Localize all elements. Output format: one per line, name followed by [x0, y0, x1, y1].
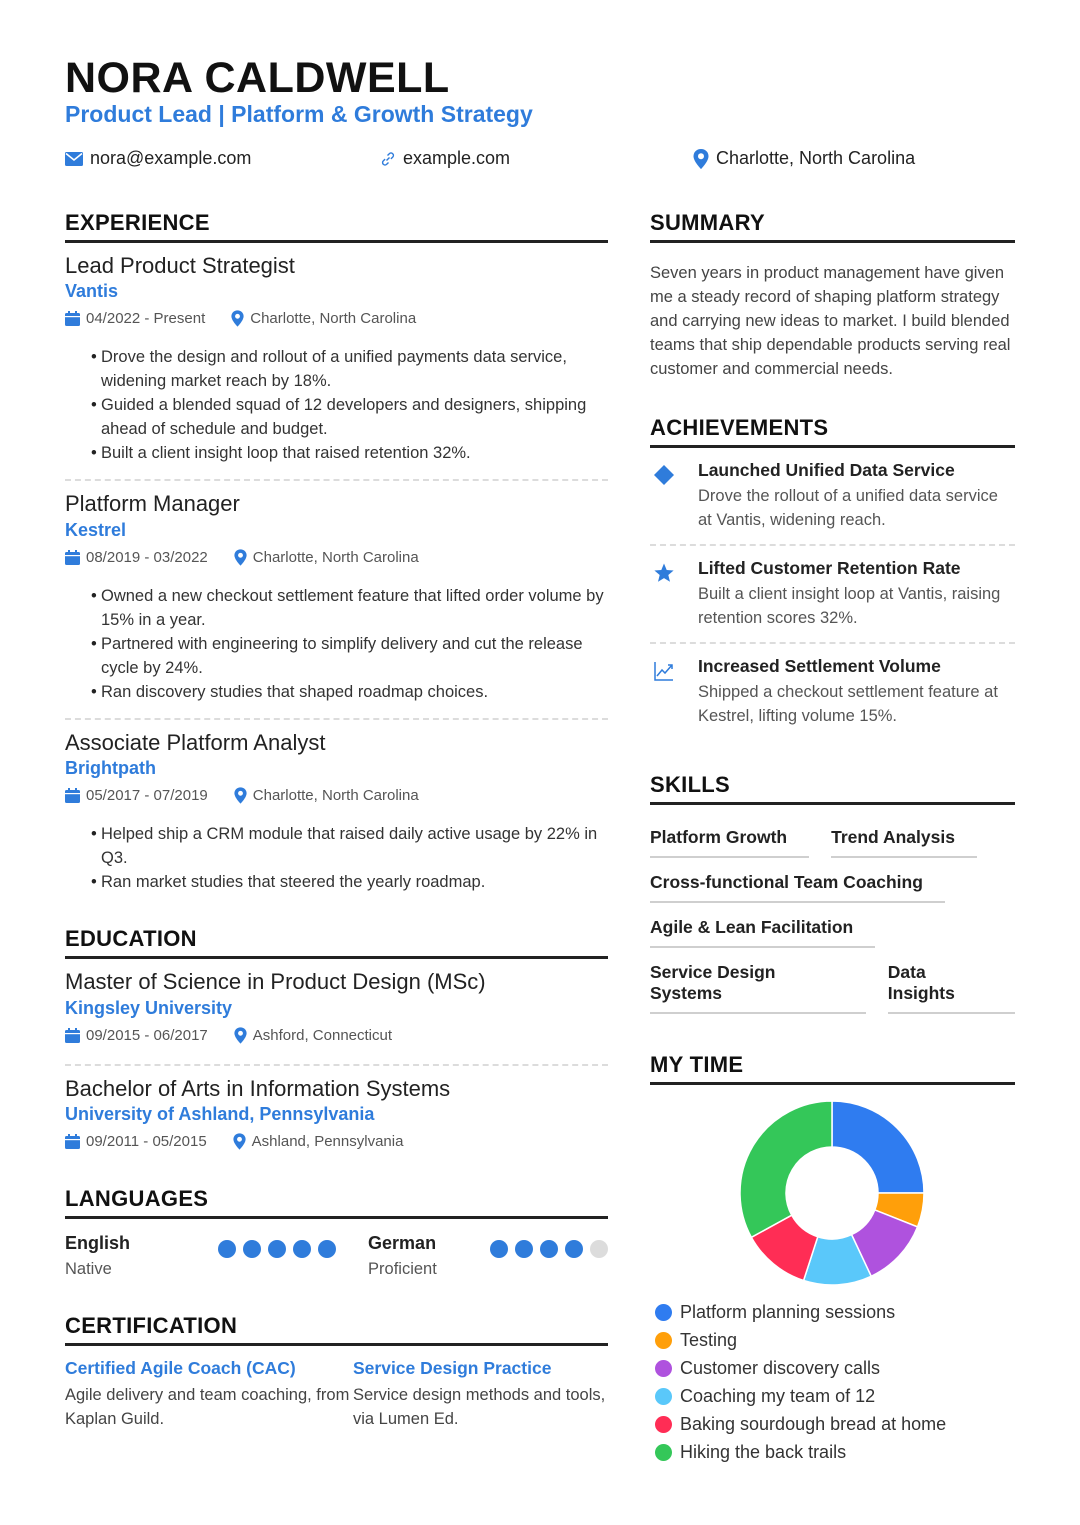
entry-meta [65, 549, 608, 566]
experience-entry [65, 243, 608, 481]
job-bullet: • Drove the design and rollout of a unified payments data service, widening market reach by 18%. [93, 345, 608, 393]
languages-section [65, 1186, 608, 1279]
skill-tag: Trend Analysis [831, 821, 977, 858]
certification-desc: Agile delivery and team coaching, from Kaplan Guild. [65, 1385, 350, 1428]
achievement-title: Lifted Customer Retention Rate [698, 558, 961, 578]
entry-dates [65, 1133, 207, 1150]
achievement-entry [650, 644, 1015, 740]
skill-tag: Data Insights [888, 956, 1015, 1014]
education-entry [65, 1066, 608, 1154]
skill-row [650, 911, 1015, 948]
legend-item [655, 1354, 946, 1382]
experience-heading: EXPERIENCE [65, 210, 608, 243]
education-heading: EDUCATION [65, 926, 608, 959]
skill-tag: Service Design Systems [650, 956, 866, 1014]
entry-dates-text: 08/2019 - 03/2022 [86, 548, 208, 566]
rating-dot-filled [218, 1240, 236, 1258]
legend-swatch [655, 1416, 672, 1433]
entry-dates [65, 787, 208, 804]
email-text: nora@example.com [90, 148, 252, 168]
rating-dot-empty [590, 1240, 608, 1258]
diamond-icon [653, 464, 675, 486]
degree-title: Bachelor of Arts in Information Systems [65, 1075, 451, 1101]
skill-tag: Platform Growth [650, 821, 809, 858]
entry-meta [65, 1133, 608, 1150]
website-text: example.com [403, 148, 511, 168]
certification-name: Service Design Practice [353, 1357, 552, 1378]
legend-item [655, 1298, 946, 1326]
certification-desc: Service design methods and tools, via Lumen Ed. [353, 1385, 606, 1428]
language-name: English [65, 1232, 131, 1253]
trend-chart-icon [653, 660, 675, 682]
achievement-desc: Built a client insight loop at Vantis, raising retention scores 32%. [698, 585, 1001, 627]
legend-label: Baking sourdough bread at home [680, 1413, 947, 1434]
entry-location-text: Charlotte, North Carolina [250, 310, 417, 328]
entry-location-text: Ashland, Pennsylvania [251, 1132, 404, 1150]
legend-swatch [655, 1360, 672, 1377]
rating-dot-filled [293, 1240, 311, 1258]
time-chart-legend [655, 1298, 946, 1466]
entry-location [234, 549, 419, 566]
skills-section [650, 772, 1015, 1014]
legend-label: Coaching my team of 12 [680, 1385, 876, 1406]
candidate-name: NORA CALDWELL [65, 54, 450, 102]
legend-item [655, 1382, 946, 1410]
education-entry [65, 959, 608, 1065]
school-name: University of Ashland, Pennsylvania [65, 1103, 375, 1124]
location-pin-icon [231, 310, 244, 327]
entry-location-text: Ashford, Connecticut [252, 1026, 393, 1044]
rating-dot-filled [243, 1240, 261, 1258]
achievement-text [698, 656, 1015, 728]
summary-section [650, 210, 1015, 381]
certification-list [65, 1358, 608, 1431]
language-text [65, 1233, 130, 1279]
candidate-tagline: Product Lead | Platform & Growth Strategy [65, 101, 533, 127]
donut-slice [740, 1101, 832, 1237]
legend-label: Platform planning sessions [680, 1301, 896, 1322]
my-time-heading: MY TIME [650, 1052, 1015, 1085]
legend-swatch [655, 1332, 672, 1349]
my-time-section [650, 1052, 1015, 1306]
language-level: Native [65, 1259, 112, 1278]
entry-dates-text: 09/2015 - 06/2017 [86, 1026, 208, 1044]
time-donut-chart [650, 1101, 1015, 1301]
entry-meta [65, 787, 608, 804]
entry-dates-text: 09/2011 - 05/2015 [86, 1132, 207, 1150]
job-bullet: • Helped ship a CRM module that raised daily active usage by 22% in Q3. [93, 822, 608, 870]
skill-row [650, 956, 1015, 1014]
achievements-heading: ACHIEVEMENTS [650, 415, 1015, 448]
job-bullets [65, 822, 608, 894]
link-icon [380, 151, 396, 167]
right-column [650, 210, 1015, 1306]
achievement-icon-wrap [650, 558, 678, 630]
job-bullets [65, 345, 608, 465]
entry-dates-text: 05/2017 - 07/2019 [86, 787, 208, 805]
calendar-icon [65, 1028, 80, 1043]
certification-section [65, 1313, 608, 1431]
achievements-section [650, 415, 1015, 740]
language-level: Proficient [368, 1259, 437, 1278]
education-list [65, 959, 608, 1154]
achievement-entry [650, 448, 1015, 546]
language-rating [490, 1233, 608, 1279]
legend-swatch [655, 1388, 672, 1405]
calendar-icon [65, 550, 80, 565]
entry-location-text: Charlotte, North Carolina [252, 548, 419, 566]
legend-item [655, 1326, 946, 1354]
location-pin-icon [693, 149, 709, 169]
skill-row [650, 821, 1015, 858]
rating-dot-filled [318, 1240, 336, 1258]
location-text: Charlotte, North Carolina [716, 148, 916, 168]
language-text [368, 1233, 437, 1279]
entry-location [233, 1133, 404, 1150]
job-title: Lead Product Strategist [65, 253, 295, 278]
location-pin-icon [234, 549, 247, 566]
experience-entry [65, 481, 608, 719]
languages-list [65, 1233, 608, 1279]
language-name: German [368, 1232, 437, 1253]
achievement-title: Launched Unified Data Service [698, 460, 955, 480]
experience-section [65, 210, 608, 900]
legend-item [655, 1438, 946, 1466]
job-bullet: • Ran market studies that steered the yearly roadmap. [93, 870, 608, 894]
entry-meta [65, 1027, 608, 1044]
achievement-text [698, 558, 1015, 630]
achievement-title: Increased Settlement Volume [698, 656, 941, 676]
certification-heading: CERTIFICATION [65, 1313, 608, 1346]
entry-location-text: Charlotte, North Carolina [252, 787, 419, 805]
entry-dates [65, 1027, 208, 1044]
achievement-icon-wrap [650, 656, 678, 728]
achievements-list [650, 448, 1015, 740]
language-entry [368, 1233, 608, 1279]
calendar-icon [65, 311, 80, 326]
calendar-icon [65, 788, 80, 803]
star-icon [653, 562, 675, 584]
rating-dot-filled [540, 1240, 558, 1258]
entry-dates [65, 549, 208, 566]
legend-label: Hiking the back trails [680, 1441, 847, 1462]
certification-entry [65, 1358, 353, 1431]
job-company: Kestrel [65, 519, 127, 540]
donut-slice [832, 1101, 924, 1193]
legend-swatch [655, 1304, 672, 1321]
legend-item [655, 1410, 946, 1438]
legend-label: Customer discovery calls [680, 1357, 881, 1378]
entry-dates [65, 310, 205, 327]
achievement-desc: Shipped a checkout settlement feature at Kestrel, lifting volume 15%. [698, 683, 998, 725]
location-pin-icon [233, 1133, 246, 1150]
job-bullet: • Partnered with engineering to simplify delivery and cut the release cycle by 24%. [93, 632, 608, 680]
job-title: Platform Manager [65, 491, 240, 517]
legend-label: Testing [680, 1329, 738, 1350]
envelope-icon [65, 152, 83, 166]
rating-dot-filled [268, 1240, 286, 1258]
skill-tag: Cross-functional Team Coaching [650, 866, 945, 903]
location-pin-icon [234, 787, 247, 804]
job-title: Associate Platform Analyst [65, 729, 326, 755]
skill-tag: Agile & Lean Facilitation [650, 911, 875, 948]
job-company: Vantis [65, 281, 119, 302]
achievement-icon-wrap [650, 460, 678, 532]
entry-dates-text: 04/2022 - Present [86, 310, 206, 328]
contact-location [693, 148, 915, 169]
job-bullets [65, 584, 608, 704]
job-bullet: • Guided a blended squad of 12 developers and designers, shipping ahead of schedule and budget. [93, 393, 608, 441]
rating-dot-filled [565, 1240, 583, 1258]
rating-dot-filled [515, 1240, 533, 1258]
entry-location [231, 310, 416, 327]
entry-location [234, 787, 419, 804]
language-rating [218, 1233, 336, 1279]
job-bullet: • Ran discovery studies that shaped roadmap choices. [93, 680, 608, 704]
languages-heading: LANGUAGES [65, 1186, 608, 1219]
location-pin-icon [234, 1027, 247, 1044]
summary-text: Seven years in product management have given me a steady record of shaping platform strategy and carrying new ideas to market. I build blended teams that ship dependable products serving real customer and commercial needs. [650, 264, 1011, 378]
achievement-text [698, 460, 1015, 532]
left-column [65, 210, 608, 1431]
skills-list [650, 805, 1015, 1014]
job-bullet: • Built a client insight loop that raised retention 32%. [93, 441, 608, 465]
degree-title: Master of Science in Product Design (MSc) [65, 969, 486, 995]
contact-email[interactable] [65, 148, 251, 169]
education-section [65, 926, 608, 1154]
certification-name: Certified Agile Coach (CAC) [65, 1357, 296, 1378]
achievement-desc: Drove the rollout of a unified data service at Vantis, widening reach. [698, 487, 998, 529]
summary-heading: SUMMARY [650, 210, 1015, 243]
experience-entry [65, 720, 608, 900]
skill-row [650, 866, 1015, 903]
achievement-entry [650, 546, 1015, 644]
language-entry [65, 1233, 368, 1279]
job-company: Brightpath [65, 758, 156, 779]
skills-heading: SKILLS [650, 772, 1015, 805]
entry-meta [65, 310, 608, 327]
legend-swatch [655, 1444, 672, 1461]
school-name: Kingsley University [65, 997, 233, 1018]
contact-website[interactable] [380, 148, 510, 169]
job-bullet: • Owned a new checkout settlement feature that lifted order volume by 15% in a year. [93, 584, 608, 632]
certification-entry [353, 1358, 608, 1431]
rating-dot-filled [490, 1240, 508, 1258]
experience-list [65, 243, 608, 900]
entry-location [234, 1027, 392, 1044]
calendar-icon [65, 1134, 80, 1149]
